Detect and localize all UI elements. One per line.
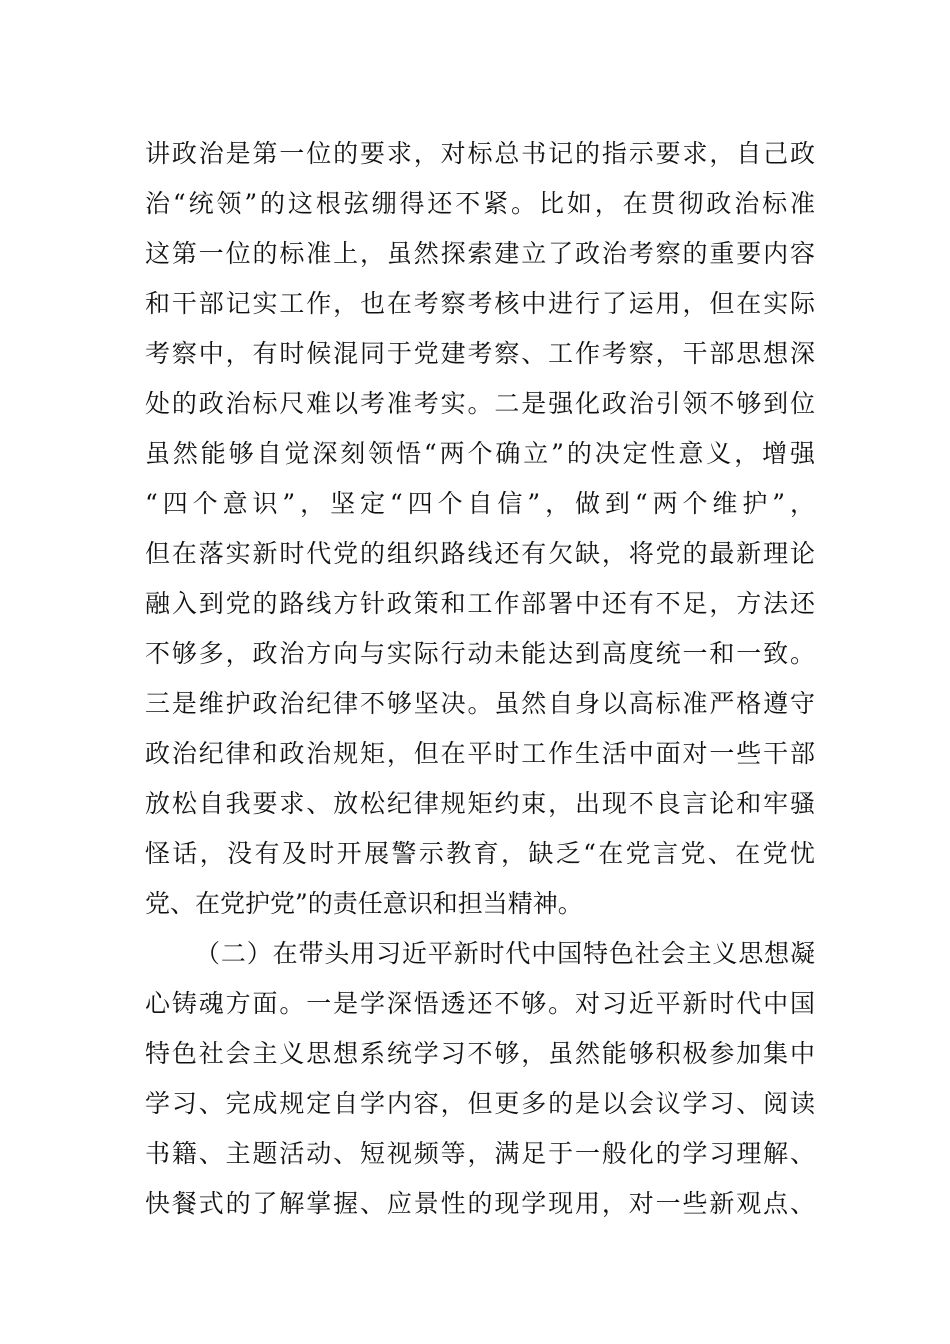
text-line: 心铸魂方面。一是学深悟透还不够。对习近平新时代中国	[145, 989, 815, 1018]
text-line: 放松自我要求、放松纪律规矩约束，出现不良言论和牢骚	[145, 789, 815, 818]
text-line: 治“统领”的这根弦绷得还不紧。比如，在贯彻政治标准	[145, 189, 815, 218]
text-line: 党、在党护党”的责任意识和担当精神。	[145, 889, 583, 918]
text-line: 不够多，政治方向与实际行动未能达到高度统一和一致。	[145, 639, 815, 668]
text-line: 讲政治是第一位的要求，对标总书记的指示要求，自己政	[145, 139, 815, 168]
text-line: 虽然能够自觉深刻领悟“两个确立”的决定性意义，增强	[145, 439, 815, 468]
text-line: 怪话，没有及时开展警示教育，缺乏“在党言党、在党忧	[145, 839, 815, 868]
text-line: 特色社会主义思想系统学习不够，虽然能够积极参加集中	[145, 1039, 815, 1068]
text-line: 考察中，有时候混同于党建考察、工作考察，干部思想深	[145, 339, 815, 368]
text-line: 政治纪律和政治规矩，但在平时工作生活中面对一些干部	[145, 739, 815, 768]
text-line: 书籍、主题活动、短视频等，满足于一般化的学习理解、	[145, 1139, 815, 1168]
text-line: 学习、完成规定自学内容，但更多的是以会议学习、阅读	[145, 1089, 815, 1118]
text-line: 但在落实新时代党的组织路线还有欠缺，将党的最新理论	[145, 539, 815, 568]
text-line: 这第一位的标准上，虽然探索建立了政治考察的重要内容	[145, 239, 815, 268]
text-line: 三是维护政治纪律不够坚决。虽然自身以高标准严格遵守	[145, 689, 815, 718]
text-line: “四个意识”，坚定“四个自信”，做到“两个维护”，	[145, 489, 815, 518]
text-line: 融入到党的路线方针政策和工作部署中还有不足，方法还	[145, 589, 815, 618]
section-heading-line: （二）在带头用习近平新时代中国特色社会主义思想凝	[195, 939, 815, 968]
text-line: 快餐式的了解掌握、应景性的现学现用，对一些新观点、	[145, 1189, 815, 1218]
text-line: 和干部记实工作，也在考察考核中进行了运用，但在实际	[145, 289, 815, 318]
text-line: 处的政治标尺难以考准考实。二是强化政治引领不够到位	[145, 389, 815, 418]
